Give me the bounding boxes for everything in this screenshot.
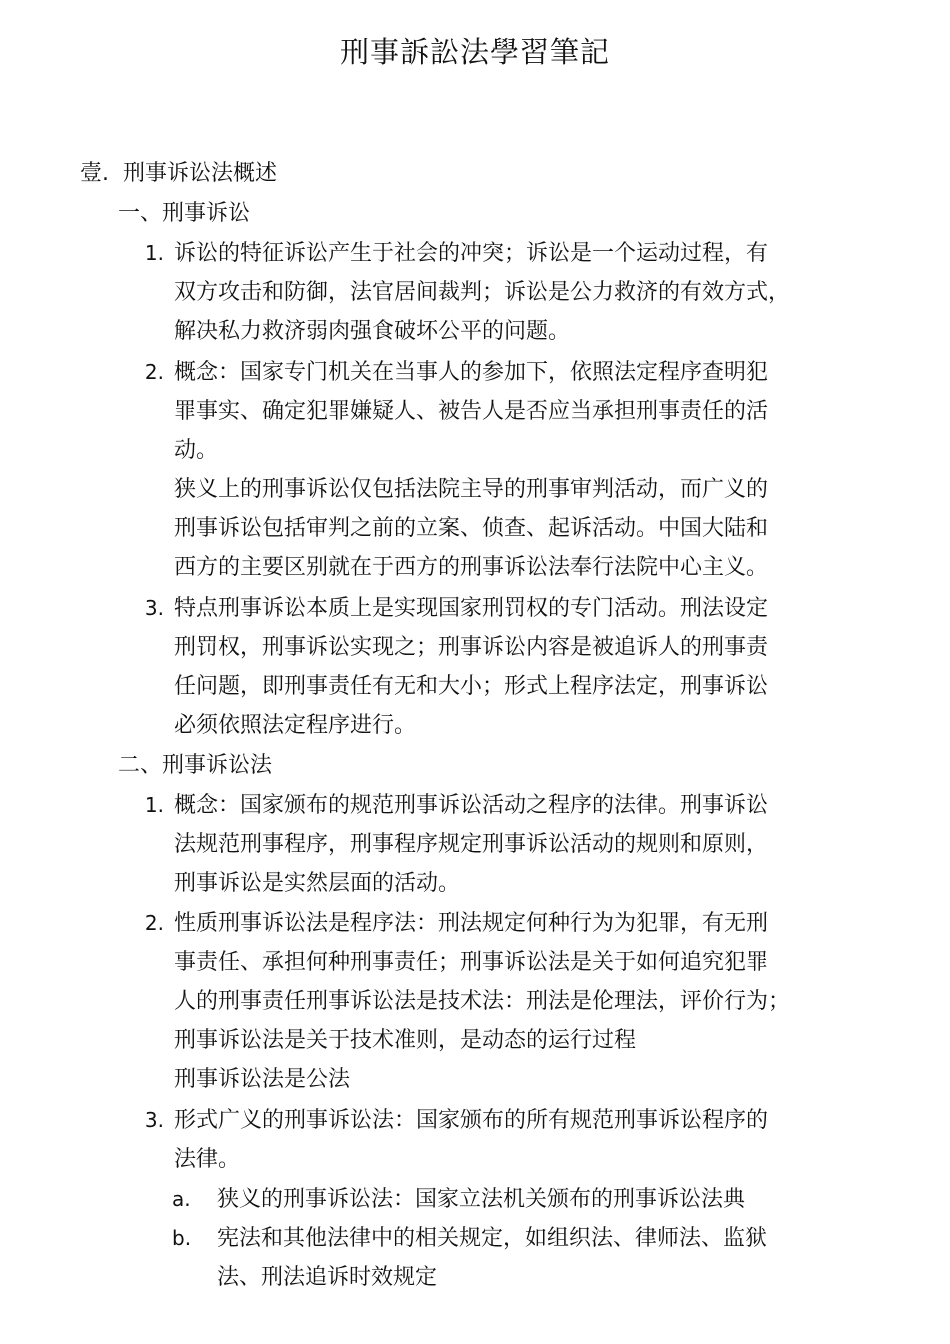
item-number: 2. [144,911,164,935]
item-number: 3. [144,596,164,620]
list-item [136,234,896,351]
text-line: 概念：国家颁布的规范刑事诉讼活动之程序的法律。刑事诉讼 [174,793,769,818]
list-item [136,786,896,903]
text-line: 刑事诉讼法是公法 [174,1067,351,1092]
sub-item-text [217,1219,892,1297]
sub-item-letter: a. [172,1187,191,1211]
item-text [174,786,896,903]
text-line: 狭义的刑事诉讼法：国家立法机关颁布的刑事诉讼法典 [217,1187,746,1212]
text-line: 刑罚权，刑事诉讼实现之；刑事诉讼内容是被追诉人的刑事责 [174,635,769,660]
sub-list-item [172,1219,892,1297]
text-line: 法律。 [174,1147,241,1172]
item-text [174,904,896,1099]
item-text [174,353,896,587]
list-item [136,904,896,1099]
part-label: 壹. [80,161,109,186]
text-line: 刑事诉讼包括审判之前的立案、侦查、起诉活动。中国大陆和 [174,516,769,541]
list-item [136,589,896,745]
text-line: 诉讼的特征诉讼产生于社会的冲突；诉讼是一个运动过程，有 [174,241,769,266]
item-number: 1. [144,241,164,265]
text-line: 刑事诉讼是实然层面的活动。 [174,871,461,896]
text-line: 必须依照法定程序进行。 [174,713,417,738]
sub-item-text [217,1180,892,1219]
text-line: 动。 [174,438,219,463]
text-line: 双方攻击和防御，法官居间裁判；诉讼是公力救济的有效方式， [174,280,791,305]
item-text [174,234,896,351]
text-line: 性质刑事诉讼法是程序法：刑法规定何种行为为犯罪，有无刑 [174,911,769,936]
text-line: 人的刑事责任刑事诉讼法是技术法：刑法是伦理法，评价行为； [174,989,791,1014]
section-heading: 二、刑事诉讼法 [118,753,273,778]
text-line: 刑事诉讼法是关于技术准则，是动态的运行过程 [174,1028,637,1053]
item-number: 3. [144,1108,164,1132]
sub-item-letter: b. [172,1226,192,1250]
text-line: 概念：国家专门机关在当事人的参加下，依照法定程序查明犯 [174,360,769,385]
page-title: 刑事訴訟法學習筆記 [339,35,610,69]
item-text [174,589,896,745]
item-number: 2. [144,360,164,384]
text-line: 法规范刑事程序，刑事程序规定刑事诉讼活动的规则和原则， [174,832,769,857]
text-line: 事责任、承担何种刑事责任；刑事诉讼法是关于如何追究犯罪 [174,950,769,975]
text-line: 西方的主要区别就在于西方的刑事诉讼法奉行法院中心主义。 [174,555,769,580]
part-heading [80,158,277,190]
sub-list-item [172,1180,892,1219]
text-line: 宪法和其他法律中的相关规定，如组织法、律师法、监狱 [217,1226,768,1251]
section-heading: 一、刑事诉讼 [118,201,251,226]
item-number: 1. [144,793,164,817]
text-line: 罪事实、确定犯罪嫌疑人、被告人是否应当承担刑事责任的活 [174,399,769,424]
text-line: 特点刑事诉讼本质上是实现国家刑罚权的专门活动。刑法设定 [174,596,769,621]
item-text [174,1101,896,1179]
text-line: 解决私力救济弱肉强食破坏公平的问题。 [174,319,571,344]
list-item [136,1101,896,1179]
text-line: 狭义上的刑事诉讼仅包括法院主导的刑事审判活动，而广义的 [174,477,769,502]
part-title: 刑事诉讼法概述 [123,161,278,186]
text-line: 法、刑法追诉时效规定 [217,1265,438,1290]
text-line: 形式广义的刑事诉讼法：国家颁布的所有规范刑事诉讼程序的 [174,1108,769,1133]
list-item [136,353,896,587]
text-line: 任问题，即刑事责任有无和大小；形式上程序法定，刑事诉讼 [174,674,769,699]
